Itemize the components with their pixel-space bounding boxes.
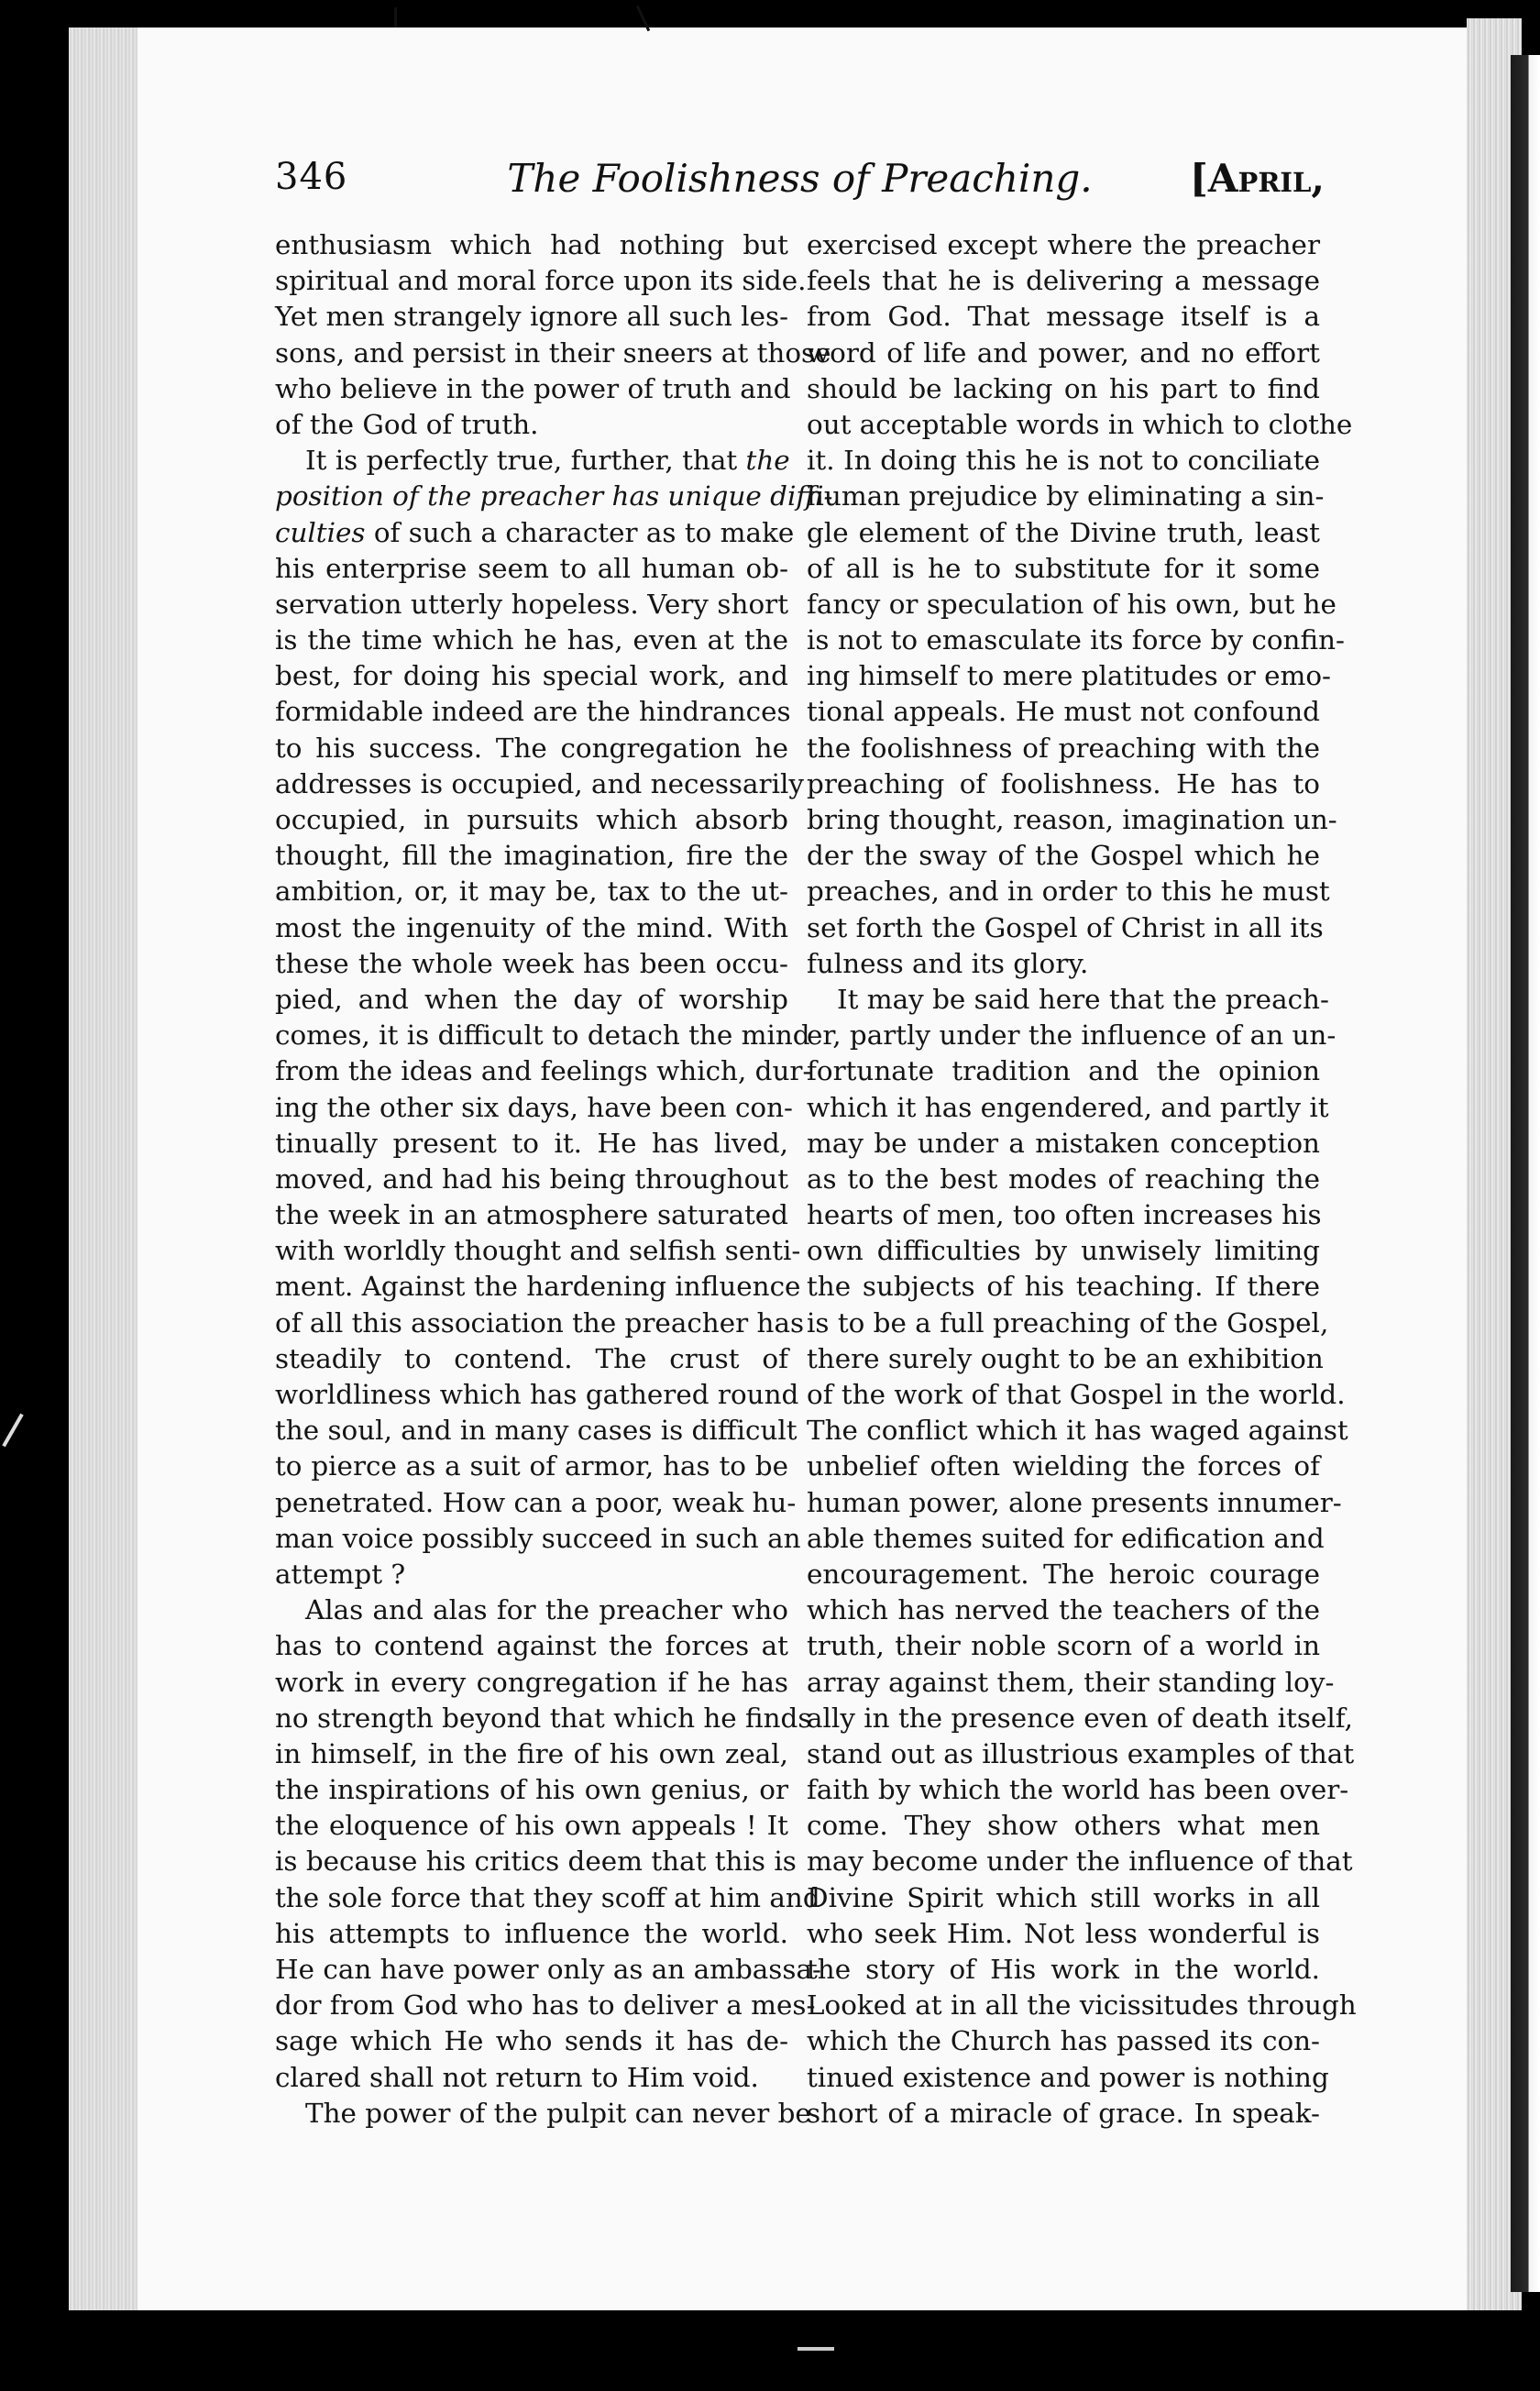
text-line: Alas and alas for the preacher who (305, 1594, 788, 1626)
text-line: who seek Him. Not less wonderful is (807, 1917, 1320, 1949)
text-line: most the ingenuity of the mind. With (275, 911, 788, 943)
italic-run: culties (275, 516, 366, 548)
text-line: with worldly thought and selfish senti- (275, 1235, 801, 1267)
text-line: in himself, in the fire of his own zeal, (275, 1737, 788, 1769)
text-line: worldliness which has gathered round (275, 1379, 799, 1410)
text-line: unbelief often wielding the forces of (807, 1450, 1320, 1482)
text-line: the foolishness of preaching with the (807, 732, 1320, 764)
text-line: tional appeals. He must not confound (807, 696, 1320, 728)
text-line: the story of His work in the world. (807, 1954, 1320, 1985)
text-line: is to be a full preaching of the Gospel, (807, 1306, 1329, 1339)
text-line: the week in an atmosphere saturated (275, 1199, 788, 1231)
text-line: it. In doing this he is not to conciliate (807, 445, 1320, 477)
text-line: er, partly under the influence of an un- (807, 1019, 1336, 1052)
text-line-italic (275, 479, 833, 514)
text-line: best, for doing his special work, and (275, 660, 788, 692)
text-line: fancy or speculation of his own, but he (807, 588, 1336, 620)
text-line: It may be said here that the preach- (837, 983, 1329, 1015)
text-line: short of a miracle of grace. In speak- (807, 2097, 1320, 2129)
text-line: hearts of men, too often increases his (807, 1199, 1322, 1231)
text-line: He can have power only as an ambassa- (275, 1954, 821, 1985)
text-line: faith by which the world has been over- (807, 1774, 1349, 1806)
text-line: the subjects of his teaching. If there (807, 1271, 1320, 1303)
text-line: occupied, in pursuits which absorb (275, 804, 788, 835)
text-line: preaches, and in order to this he must (807, 876, 1330, 908)
text-line-italic-mixed (275, 443, 788, 479)
text-line: enthusiasm which had nothing but (275, 229, 788, 260)
text-line: there surely ought to be an exhibition (807, 1342, 1324, 1374)
text-line: sons, and persist in their sneers at those (275, 336, 831, 369)
text-line: fulness and its glory. (807, 947, 1089, 979)
text-line: no strength beyond that which he finds (275, 1702, 812, 1734)
text-line: spiritual and moral force upon its side. (275, 265, 807, 297)
text-line: of the work of that Gospel in the world. (807, 1379, 1346, 1410)
text-line: ing himself to mere platitudes or emo- (807, 660, 1331, 692)
text-line: to pierce as a suit of armor, has to be (275, 1450, 788, 1482)
text-line: is the time which he has, even at the (275, 624, 788, 656)
text-line: pied, and when the day of worship (275, 983, 788, 1015)
text-line: who believe in the power of truth and (275, 372, 791, 404)
text-line: exercised except where the preacher (807, 229, 1320, 260)
left-column (275, 227, 833, 2132)
text-line: der the sway of the Gospel which he (807, 840, 1320, 872)
running-title: The Foolishness of Preaching. (507, 156, 1093, 201)
text-line: the eloquence of his own appeals ! It (275, 1810, 788, 1842)
page-gutter (69, 28, 144, 2310)
text-line: work in every congregation if he has (275, 1666, 788, 1698)
text-line: Looked at in all the vicissitudes through (807, 1989, 1357, 2022)
text-line: The power of the pulpit can never be (305, 2097, 811, 2129)
text-line: may become under the influence of that (807, 1846, 1353, 1878)
text-line: dor from God who has to deliver a mes- (275, 1989, 816, 2022)
text-line: servation utterly hopeless. Very short (275, 588, 788, 620)
text-line: attempt ? (275, 1558, 406, 1590)
text-line: ing the other six days, have been con- (275, 1091, 793, 1123)
facing-page-edge (1511, 55, 1540, 2292)
text-line-italic-mixed (275, 515, 795, 551)
text-line: from God. That message itself is a (807, 301, 1320, 333)
italic-run: the (745, 445, 790, 477)
text-line: of all this association the preacher has (275, 1306, 805, 1339)
text-line: fortunate tradition and the opinion (807, 1055, 1320, 1087)
text-line: addresses is occupied, and necessarily (275, 767, 804, 799)
text-line: stand out as illustrious examples of that (807, 1737, 1355, 1769)
text-line: encouragement. The heroic courage (807, 1558, 1320, 1590)
text-line: penetrated. How can a poor, weak hu- (275, 1486, 797, 1518)
text-line: preaching of foolishness. He has to (807, 767, 1320, 799)
text-line: comes, it is difficult to detach the mind (275, 1019, 810, 1052)
text-run: It is perfectly true, further, that (305, 445, 746, 477)
text-line: own difficulties by unwisely limiting (807, 1235, 1320, 1267)
text-line: set forth the Gospel of Christ in all its (807, 911, 1324, 943)
text-line: his attempts to influence the world. (275, 1917, 788, 1949)
text-line: his enterprise seem to all human ob- (275, 552, 788, 584)
text-line: man voice possibly succeed in such an (275, 1522, 801, 1554)
text-line: as to the best modes of reaching the (807, 1162, 1320, 1195)
text-line: steadily to contend. The crust of (275, 1342, 788, 1374)
text-line: Divine Spirit which still works in all (807, 1881, 1320, 1913)
text-line: formidable indeed are the hindrances (275, 696, 791, 728)
text-line: of the God of truth. (275, 408, 539, 440)
text-line: Yet men strangely ignore all such les- (275, 301, 788, 333)
text-line: is not to emasculate its force by confin- (807, 624, 1345, 656)
running-header (275, 156, 1325, 211)
text-line: ment. Against the hardening influence (275, 1271, 801, 1303)
page-number: 346 (275, 156, 348, 198)
text-line: may be under a mistaken conception (807, 1127, 1320, 1159)
text-line: which the Church has passed its con- (807, 2025, 1320, 2057)
text-line: from the ideas and feelings which, dur- (275, 1055, 812, 1087)
text-line: sage which He who sends it has de- (275, 2025, 788, 2057)
text-line: word of life and power, and no effort (807, 336, 1320, 369)
text-line: human prejudice by eliminating a sin- (807, 480, 1325, 512)
text-line: the soul, and in many cases is difficult (275, 1415, 798, 1447)
running-month: [April, (1190, 156, 1325, 201)
text-line: out acceptable words in which to clothe (807, 408, 1353, 440)
text-line: gle element of the Divine truth, least (807, 516, 1320, 548)
text-line: truth, their noble scorn of a world in (807, 1630, 1320, 1662)
text-line: is because his critics deem that this is (275, 1846, 797, 1878)
text-line: feels that he is delivering a message (807, 265, 1320, 297)
text-line: tinued existence and power is nothing (807, 2061, 1329, 2093)
text-line: the inspirations of his own genius, or (275, 1774, 788, 1806)
scan-mark-top (394, 7, 397, 28)
text-line: The conflict which it has waged against (807, 1415, 1348, 1447)
text-line: should be lacking on his part to find (807, 372, 1320, 404)
text-line: to his success. The congregation he (275, 732, 788, 764)
text-line: ambition, or, it may be, tax to the ut- (275, 876, 788, 908)
text-line: moved, and had his being throughout (275, 1162, 788, 1195)
scan-mark-bottom (798, 2347, 834, 2351)
text-line: which has nerved the teachers of the (807, 1594, 1320, 1626)
text-line: human power, alone presents innumer- (807, 1486, 1342, 1518)
text-line: bring thought, reason, imagination un- (807, 804, 1337, 835)
text-line: of all is he to substitute for it some (807, 552, 1320, 584)
text-line: tinually present to it. He has lived, (275, 1127, 788, 1159)
text-line: thought, fill the imagination, fire the (275, 840, 788, 872)
text-line: able themes suited for edification and (807, 1522, 1325, 1554)
text-line: has to contend against the forces at (275, 1630, 788, 1662)
text-line: ally in the presence even of death itself, (807, 1702, 1353, 1734)
text-line: the sole force that they scoff at him and (275, 1881, 820, 1913)
text-line: clared shall not return to Him void. (275, 2061, 759, 2093)
text-run: of such a character as to make (365, 516, 795, 548)
text-line: array against them, their standing loy- (807, 1666, 1335, 1698)
text-line: which it has engendered, and partly it (807, 1091, 1329, 1123)
italic-run: position of the preacher has unique diffi- (275, 480, 833, 512)
right-column (807, 227, 1357, 2132)
text-line: these the whole week has been occu- (275, 947, 788, 979)
text-line: come. They show others what men (807, 1810, 1320, 1842)
